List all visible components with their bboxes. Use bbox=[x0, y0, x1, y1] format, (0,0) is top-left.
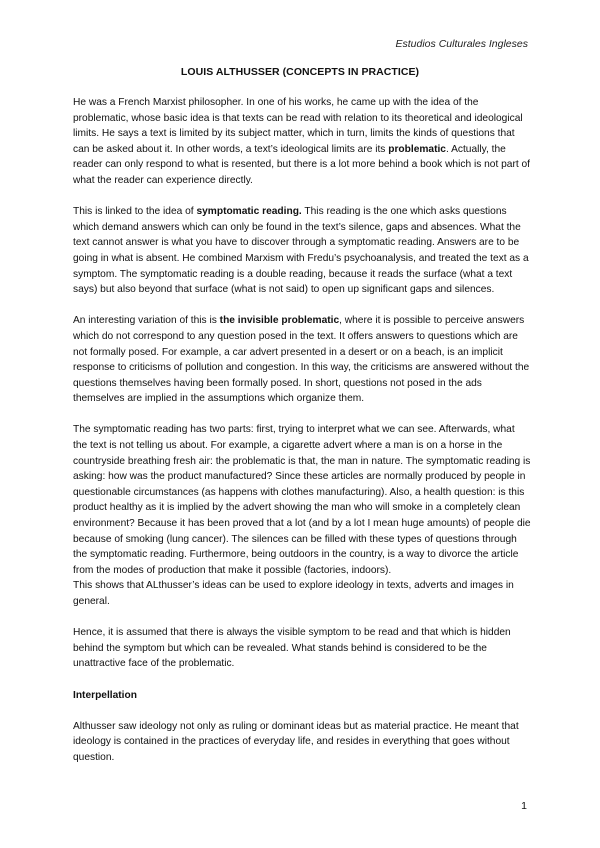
running-header: Estudios Culturales Ingleses bbox=[395, 38, 528, 50]
section-heading-interpellation: Interpellation bbox=[73, 689, 137, 701]
paragraph-ideology-in-texts: This shows that ALthusser’s ideas can be used to explore ideology in texts, adverts and images in general. bbox=[73, 580, 514, 607]
term-problematic: problematic bbox=[388, 143, 446, 155]
paragraph-text: He was a French Marxist philosopher. In one of his works, he came up with the idea of the problematic, whose basic idea is that texts can be read with relation to its theoretical and ideological limits. He says a text is limited by its subject matter, which in turn, limits the kinds of questions that can be asked about it. In other words, a text’s ideological limits are its bbox=[73, 97, 523, 155]
paragraph-two-parts: The symptomatic reading has two parts: first, trying to interpret what we can see. Afterwards, what the text is not telling us about. For example, a cigarette advert where a man is on a horse in the countryside breathing fresh air: the problematic is that, the man in nature. The symptomatic reading is asking: how was the product manufactured? Since these articles are normally produced by people in questionable circumstances (as happens with clothes manufacturing). Also, a health question: is this product healthy as it is implied by the advert showing the man who will smoke in a completely clean environment? Because it has been proved that a lot (and by a lot I mean huge amounts) of people die because of smoking (lung cancer). The silences can be filled with these types of questions through the symptomatic reading. Furthermore, being outdoors in the country, is a way to divorce the article from the modes of production that make it possible (factories, indoors). bbox=[73, 424, 531, 576]
term-symptomatic-reading: symptomatic reading. bbox=[196, 206, 302, 218]
paragraph-text: , where it is possible to perceive answers which do not correspond to any question posed in the text. It offers answers to questions which are not formally posed. For example, a car advert presented in a desert or on a beach, is an implicit response to criticisms of pollution and congestion. In this way, the criticisms are answered without the questions themselves having been formally posed. In short, questions not posed in the ads themselves are implied in the assumptions which organize them. bbox=[73, 315, 530, 405]
page-number: 1 bbox=[521, 800, 527, 812]
paragraph-material-practice: Althusser saw ideology not only as ruling or dominant ideas but as material practice. He meant that ideology is contained in the practices of everyday life, and resides in everything that goes without question. bbox=[73, 720, 519, 763]
term-invisible-problematic: the invisible problematic bbox=[219, 315, 340, 327]
paragraph-symptomatic-reading bbox=[73, 204, 531, 298]
paragraph-invisible-problematic bbox=[73, 313, 531, 407]
paragraph-text: An interesting variation of this is bbox=[73, 315, 220, 327]
paragraph-text: This is linked to the idea of bbox=[73, 206, 197, 218]
document-body bbox=[73, 95, 531, 781]
paragraph-visible-symptom: Hence, it is assumed that there is always the visible symptom to be read and that which is hidden behind the symptom but which can be revealed. What stands behind is considered to be the unattractive face of the problematic. bbox=[73, 627, 511, 670]
paragraph-text: This reading is the one which asks questions which demand answers which can only be found in the text’s silence, gaps and absences. What the text cannot answer is what you have to discover through a symptomatic reading. Answers are to be going in what is absent. He combined Marxism with Fredu’s psychoanalysis, and treated the text as a symptom. The symptomatic reading is a double reading, because it reads the surface (what a text says) but also beyond that surface (what is not said) to open up significant gaps and silences. bbox=[73, 206, 529, 296]
paragraph-text: . Actually, the reader can only respond to what is resented, but there is a lot more behind a book which is not part of what the reader can experience directly. bbox=[73, 143, 531, 186]
page-title: LOUIS ALTHUSSER (CONCEPTS IN PRACTICE) bbox=[180, 66, 420, 78]
paragraph-problematic bbox=[73, 95, 531, 189]
